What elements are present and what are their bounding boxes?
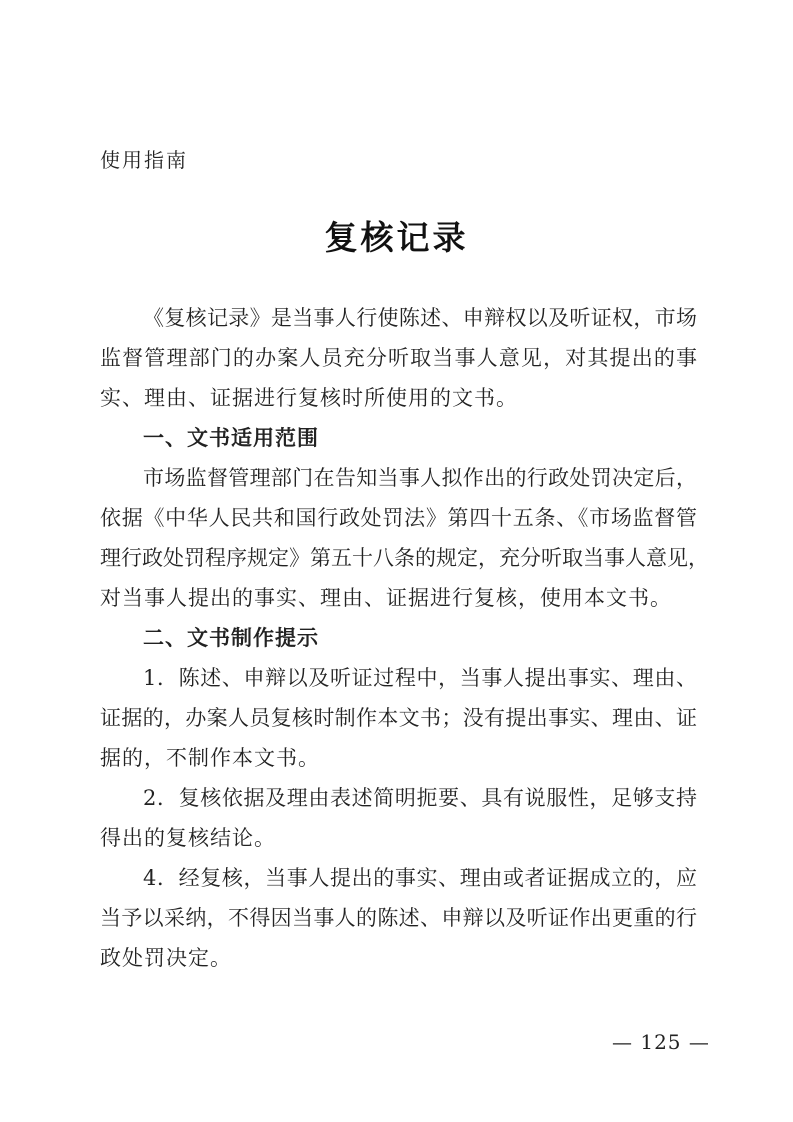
text-line: 《复核记录》是当事人行使陈述、申辩权以及听证权，市场 <box>143 306 697 330</box>
text-line: 证据的，办案人员复核时制作本文书；没有提出事实、理由、证 <box>100 706 697 730</box>
text-line: 1．陈述、申辩以及听证过程中，当事人提出事实、理由、 <box>143 666 697 690</box>
text-line: 理行政处罚程序规定》第五十八条的规定，充分听取当事人意见， <box>100 546 709 570</box>
text-line: 4．经复核，当事人提出的事实、理由或者证据成立的，应 <box>143 866 697 890</box>
text-line: 依据《中华人民共和国行政处罚法》第四十五条、《市场监督管 <box>100 506 697 530</box>
text-line: 二、文书制作提示 <box>143 626 319 650</box>
paragraph <box>100 458 709 618</box>
text-line: 当予以采纳，不得因当事人的陈述、申辩以及听证作出更重的行 <box>100 906 697 930</box>
section-header: 使用指南 <box>100 148 188 172</box>
section-heading <box>100 618 697 658</box>
text-line: 监督管理部门的办案人员充分听取当事人意见，对其提出的事 <box>100 346 697 370</box>
section-heading <box>100 418 697 458</box>
paragraph <box>100 658 697 778</box>
paragraph <box>100 778 697 858</box>
page-number: — 125 — <box>612 1030 710 1054</box>
text-line: 据的，不制作本文书。 <box>100 746 320 770</box>
text-line: 得出的复核结论。 <box>100 826 276 850</box>
paragraph <box>100 858 697 978</box>
text-line: 实、理由、证据进行复核时所使用的文书。 <box>100 386 518 410</box>
page-title: 复核记录 <box>324 218 469 257</box>
text-line: 2．复核依据及理由表述简明扼要、具有说服性，足够支持 <box>143 786 697 810</box>
text-line: 市场监督管理部门在告知当事人拟作出的行政处罚决定后， <box>143 466 697 490</box>
paragraph <box>100 298 697 418</box>
document-body <box>100 298 709 978</box>
text-line: 对当事人提出的事实、理由、证据进行复核，使用本文书。 <box>100 586 672 610</box>
text-line: 一、文书适用范围 <box>143 426 319 450</box>
text-line: 政处罚决定。 <box>100 946 232 970</box>
